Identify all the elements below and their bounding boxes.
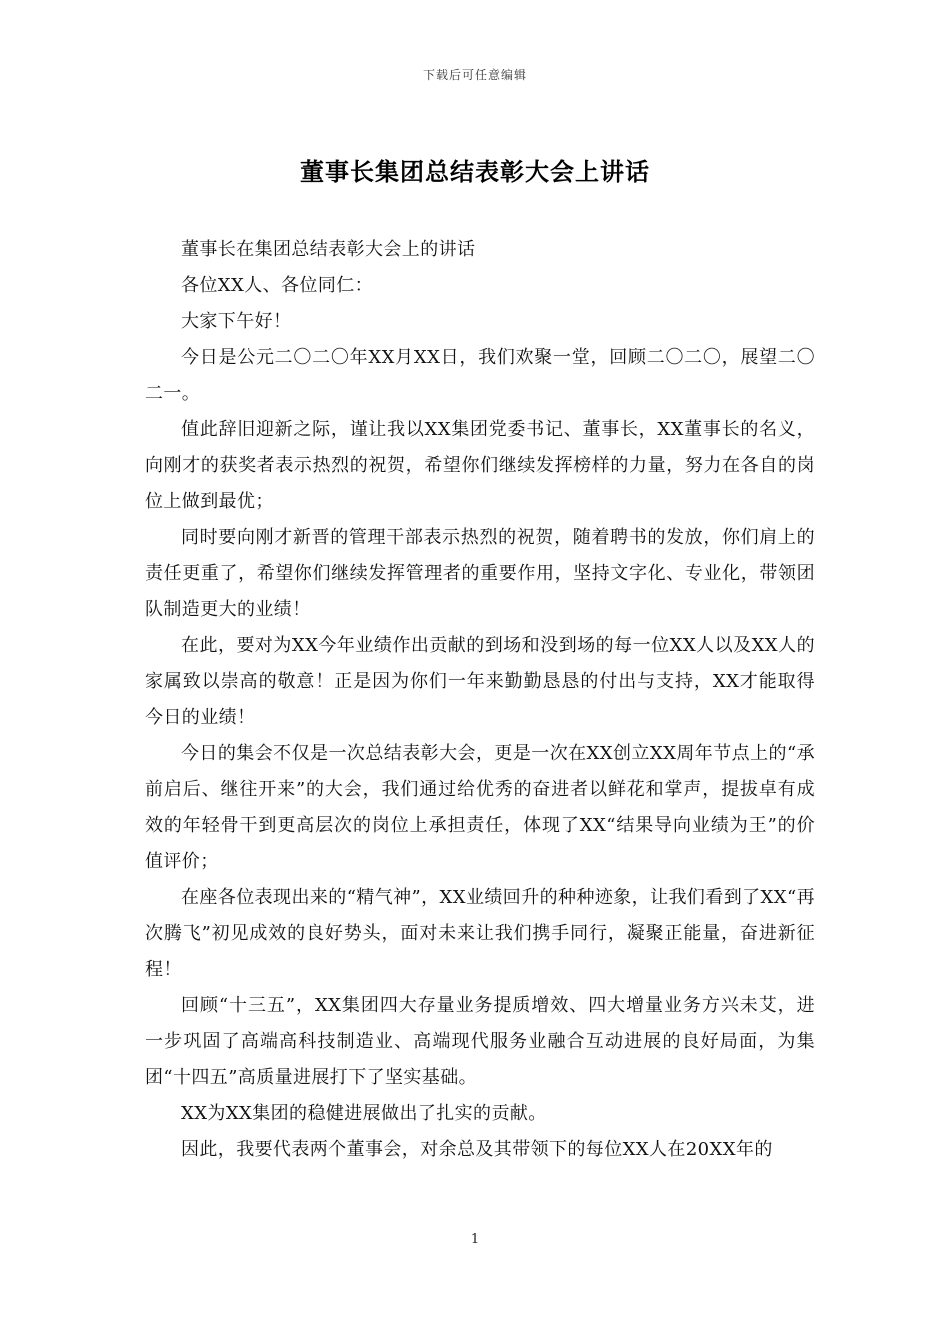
paragraph: 今日的集会不仅是一次总结表彰大会，更是一次在XX创立XX周年节点上的“承前启后、继往开来”的大会，我们通过给优秀的奋进者以鲜花和掌声，提拔卓有成效的年轻骨干到更高层次的岗位上承担责任，体现了XX“结果导向业绩为王”的价值评价； — [145, 743, 815, 872]
paragraph: 因此，我要代表两个董事会，对余总及其带领下的每位XX人在20XX年的 — [181, 1139, 773, 1160]
paragraph: 今日是公元二〇二〇年XX月XX日，我们欢聚一堂，回顾二〇二〇，展望二〇二一。 — [145, 347, 815, 404]
paragraph: XX为XX集团的稳健进展做出了扎实的贡献。 — [181, 1103, 547, 1124]
document-title: 董事长集团总结表彰大会上讲话 — [300, 158, 650, 186]
paragraph: 在座各位表现出来的“精气神”，XX业绩回升的种种迹象，让我们看到了XX“再次腾飞”初见成效的良好势头，面对未来让我们携手同行，凝聚正能量，奋进新征程！ — [145, 887, 815, 980]
paragraph: 在此，要对为XX今年业绩作出贡献的到场和没到场的每一位XX人以及XX人的家属致以崇高的敬意！正是因为你们一年来勤勤恳恳的付出与支持，XX才能取得今日的业绩！ — [145, 635, 815, 728]
paragraph: 同时要向刚才新晋的管理干部表示热烈的祝贺，随着聘书的发放，你们肩上的责任更重了，希望你们继续发挥管理者的重要作用，坚持文字化、专业化，带领团队制造更大的业绩！ — [145, 527, 815, 620]
header-note: 下载后可任意编辑 — [422, 68, 527, 82]
paragraph: 值此辞旧迎新之际，谨让我以XX集团党委书记、董事长，XX董事长的名义，向刚才的获奖者表示热烈的祝贺，希望你们继续发挥榜样的力量，努力在各自的岗位上做到最优； — [145, 419, 815, 512]
paragraph: 回顾“十三五”，XX集团四大存量业务提质增效、四大增量业务方兴未艾，进一步巩固了高端高科技制造业、高端现代服务业融合互动进展的良好局面，为集团“十四五”高质量进展打下了坚实基础。 — [145, 995, 815, 1088]
paragraph-subtitle: 董事长在集团总结表彰大会上的讲话 — [181, 239, 476, 260]
paragraph-salutation: 各位XX人、各位同仁： — [181, 275, 374, 296]
page-number: 1 — [470, 1232, 480, 1247]
document-body — [145, 232, 815, 1168]
paragraph-greeting: 大家下午好！ — [181, 311, 292, 332]
